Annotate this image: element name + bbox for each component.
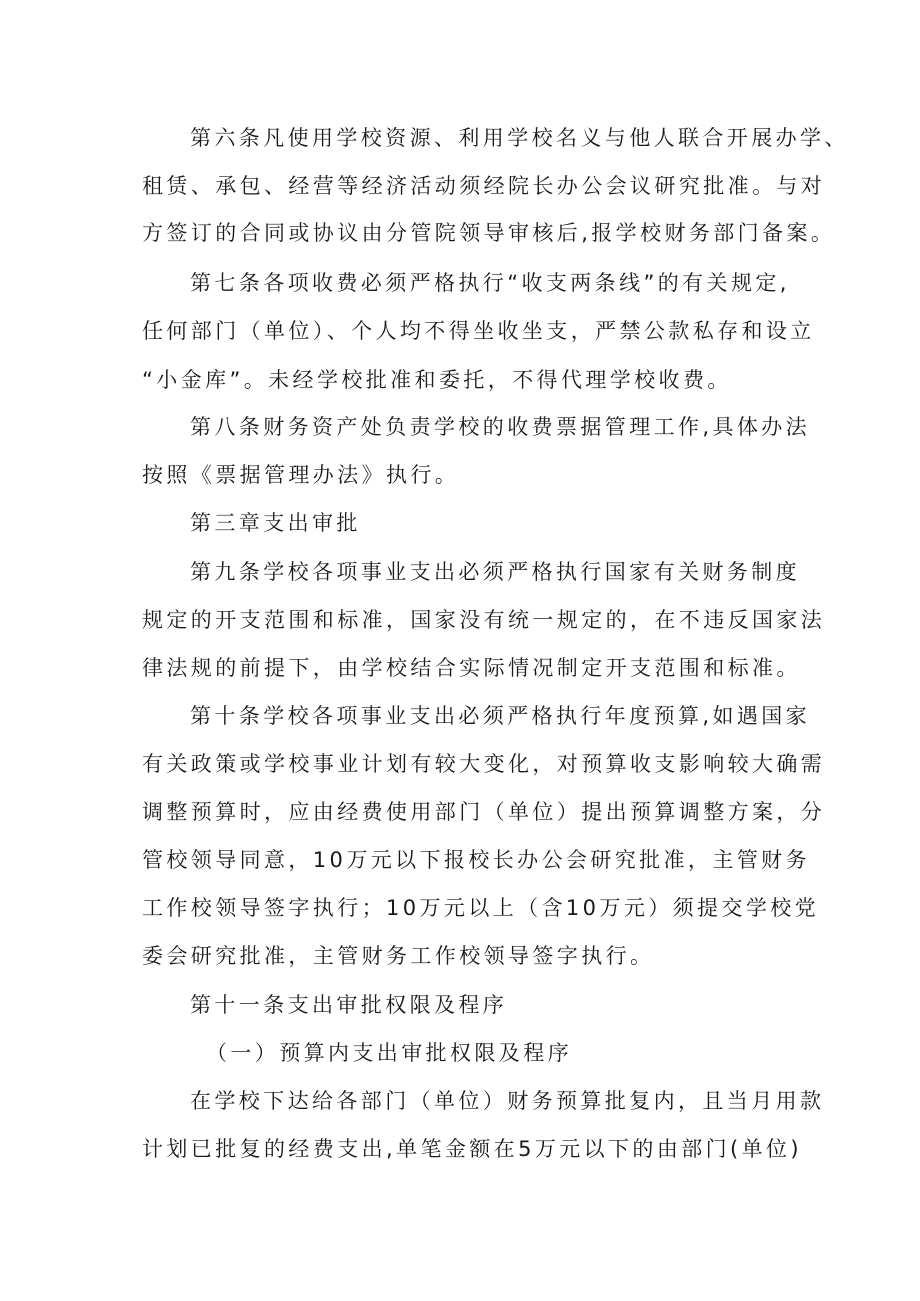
paragraph-line: 按照《票据管理办法》执行。 bbox=[142, 463, 460, 487]
chapter-heading: 第三章支出审批 bbox=[190, 511, 361, 535]
paragraph-line: 调整预算时，应由经费使用部门（单位）提出预算调整方案，分 bbox=[142, 800, 826, 824]
paragraph-line: 管校领导同意，10万元以下报校长办公会研究批准，主管财务 bbox=[142, 848, 810, 872]
paragraph-line: 计划已批复的经费支出,单笔金额在5万元以下的由部门(单位) bbox=[142, 1137, 803, 1161]
paragraph-line: 第八条财务资产处负责学校的收费票据管理工作,具体办法 bbox=[190, 415, 811, 439]
subsection-heading: （一）预算内支出审批权限及程序 bbox=[206, 1041, 572, 1065]
paragraph-line: 规定的开支范围和标准，国家没有统一规定的，在不违反国家法 bbox=[142, 608, 826, 632]
paragraph-line: 工作校领导签字执行；10万元以上（含10万元）须提交学校党 bbox=[142, 896, 820, 920]
paragraph-line: 租赁、承包、经营等经济活动须经院长办公会议研究批准。与对 bbox=[142, 174, 826, 198]
section-heading: 第十一条支出审批权限及程序 bbox=[190, 993, 508, 1017]
paragraph-line: 第七条各项收费必须严格执行“收支两条线”的有关规定, bbox=[190, 271, 790, 295]
paragraph-line: 有关政策或学校事业计划有较大变化，对预算收支影响较大确需 bbox=[142, 752, 826, 776]
paragraph-line: 第六条凡使用学校资源、利用学校名义与他人联合开展办学、 bbox=[190, 126, 849, 150]
paragraph-line: 任何部门（单位）、个人均不得坐收坐支，严禁公款私存和设立 bbox=[142, 319, 815, 343]
paragraph-line: 委会研究批准，主管财务工作校领导签字执行。 bbox=[142, 944, 655, 968]
paragraph-line: 第十条学校各项事业支出必须严格执行年度预算,如遇国家 bbox=[190, 704, 811, 728]
paragraph-line: 律法规的前提下，由学校结合实际情况制定开支范围和标准。 bbox=[142, 656, 801, 680]
paragraph-line: “小金库”。未经学校批准和委托，不得代理学校收费。 bbox=[142, 368, 732, 392]
paragraph-line: 第九条学校各项事业支出必须严格执行国家有关财务制度 bbox=[190, 560, 800, 584]
paragraph-line: 在学校下达给各部门（单位）财务预算批复内，且当月用款 bbox=[190, 1089, 825, 1113]
paragraph-line: 方签订的合同或协议由分管院领导审核后,报学校财务部门备案。 bbox=[142, 221, 836, 245]
